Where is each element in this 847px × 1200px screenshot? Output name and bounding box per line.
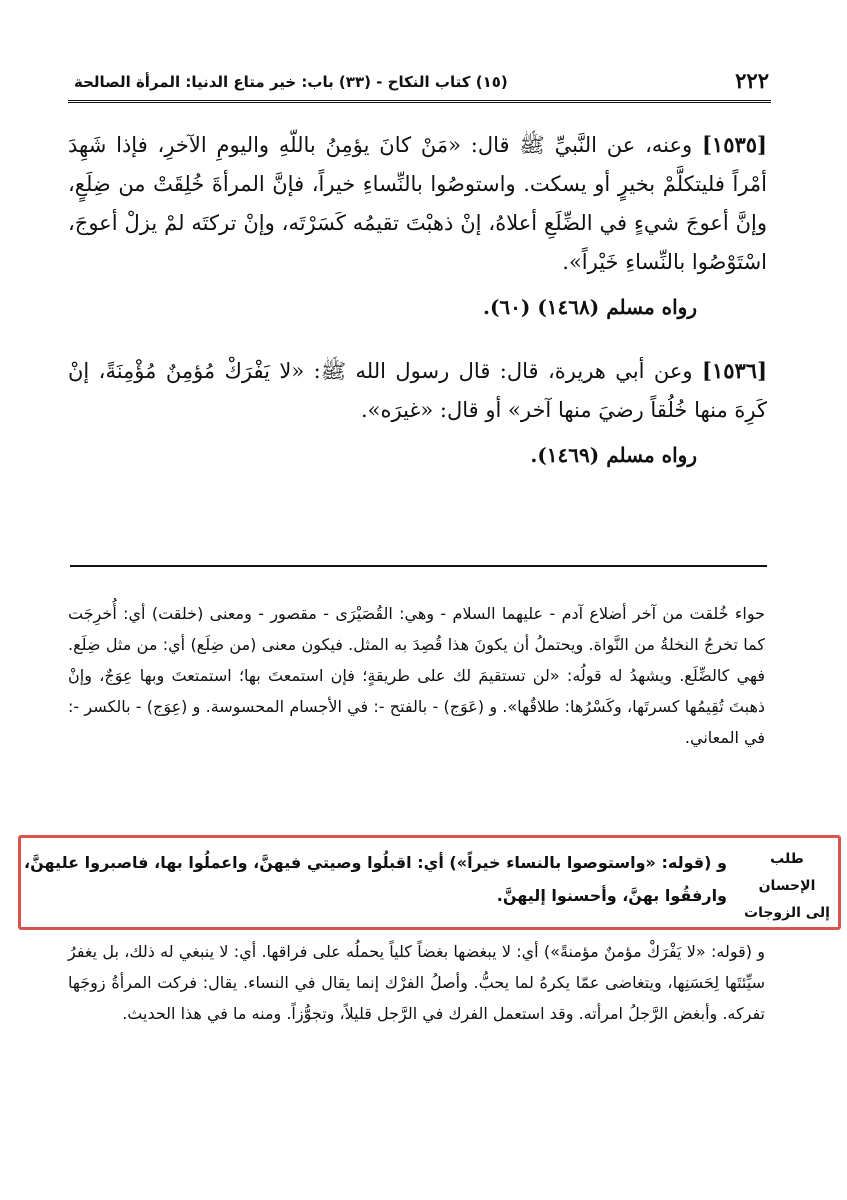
commentary-paragraph: و (قوله: «لا يَفْرَكْ مؤمنٌ مؤمنةً») أي: لا يبغضها بغضاً كلياً يحملُه على فراقها. أي: لا ينبغي له ذلك، بل يغفرُ سيِّئتَها لِحَسَنِها، ويتغاضى عمّا يكرهُ لما يحبُّ. وأصلُ الفرْك إنما يقال في النساء. يقال: فركت المرأةُ زوجَها تفركه. وأبغض الرَّجلُ امرأته. وقد استعمل الفرك في الرَّجل قليلاً، وتجوُّزاً. ومنه ما في هذا الحديث. (68, 942, 765, 1023)
margin-heading (741, 846, 833, 927)
hadith-body: وعن أبي هريرة، قال: قال رسول الله ﷺ: «لا يَفْرَكْ مُؤمِنٌ مُؤْمِنَةً، إنْ كَرِهَ منها خُلُقاً رضيَ منها آخر» أو قال: «غيرَه». (68, 359, 767, 422)
hadith-number: [١٥٣٥] (701, 132, 767, 157)
hadith-body: وعنه، عن النَّبيِّ ﷺ قال: «مَنْ كانَ يؤمِنُ باللّهِ واليومِ الآخرِ، فإذا شَهِدَ أمْراً فليتكلَّمْ بخيرٍ أو يسكت. واستوصُوا بالنِّساءِ خيراً، فإنَّ المرأةَ خُلِقَتْ من ضِلَعٍ، وإنَّ أعوجَ شيءٍ في الضِّلَعِ أعلاهُ، إنْ ذهبْتَ تقيمُه كَسَرْتَه، وإنْ تركتَه لمْ يزلْ أعوجَ، اسْتَوْصُوا بالنِّساءِ خَيْراً». (68, 133, 767, 274)
page-header (70, 68, 769, 96)
commentary-section (68, 936, 765, 1029)
hadith-number: [١٥٣٦] (702, 358, 767, 383)
highlighted-commentary: و (قوله: «واستوصوا بالنساء خيراً») أي: اقبلُوا وصيتي فيهنَّ، واعملُوا بها، فاصبروا عليهنَّ، وارفقُوا بهنَّ، وأحسنوا إليهنَّ. (24, 853, 727, 905)
margin-heading-line: طلب الإحسان (758, 851, 816, 894)
hadith-1535 (68, 125, 767, 327)
hadith-1536 (68, 351, 767, 475)
page-number: ٢٢٢ (735, 68, 769, 93)
commentary-paragraph: حواء خُلقت من آخر أضلاع آدم - عليهما السلام - وهي: القُصَيْرَى - مقصور - ومعنى (خلقت) أي: أُخرِجَت كما تخرجُ النخلةُ من النَّواة. ويحتملُ أن يكونَ هذا قُصِدَ به المثل. فيكون معنى (من ضِلَع) أي: من مثل ضِلَع. فهي كالضِّلَع. ويشهدُ له قولُه: «لن تستقيمَ لك على طريقةٍ؛ فإن استمعتَ بها؛ استمتعتَ وبها عِوَجٌ، وإنْ ذهبتَ تُقِيمُها كسرتَها، وكَسْرُها: طلاقُها». و (عَوَج) - بالفتح -: في الأجسام المحسوسة. و (عِوَج) - بالكسر -: في المعاني. (68, 604, 765, 747)
margin-heading-line: إلى الزوجات (744, 905, 830, 921)
footnote-divider (70, 565, 767, 567)
main-text (68, 125, 767, 475)
hadith-source: رواه مسلم (١٤٦٨) (٦٠). (482, 295, 697, 319)
commentary-section (68, 598, 765, 753)
header-divider (68, 100, 771, 106)
hadith-source: رواه مسلم (١٤٦٩). (530, 443, 697, 467)
hadith-text (68, 351, 767, 430)
running-title: (١٥) كتاب النكاح - (٣٣) باب: خير متاع الدنيا: المرأة الصالحة (74, 73, 508, 91)
hadith-text (68, 125, 767, 282)
